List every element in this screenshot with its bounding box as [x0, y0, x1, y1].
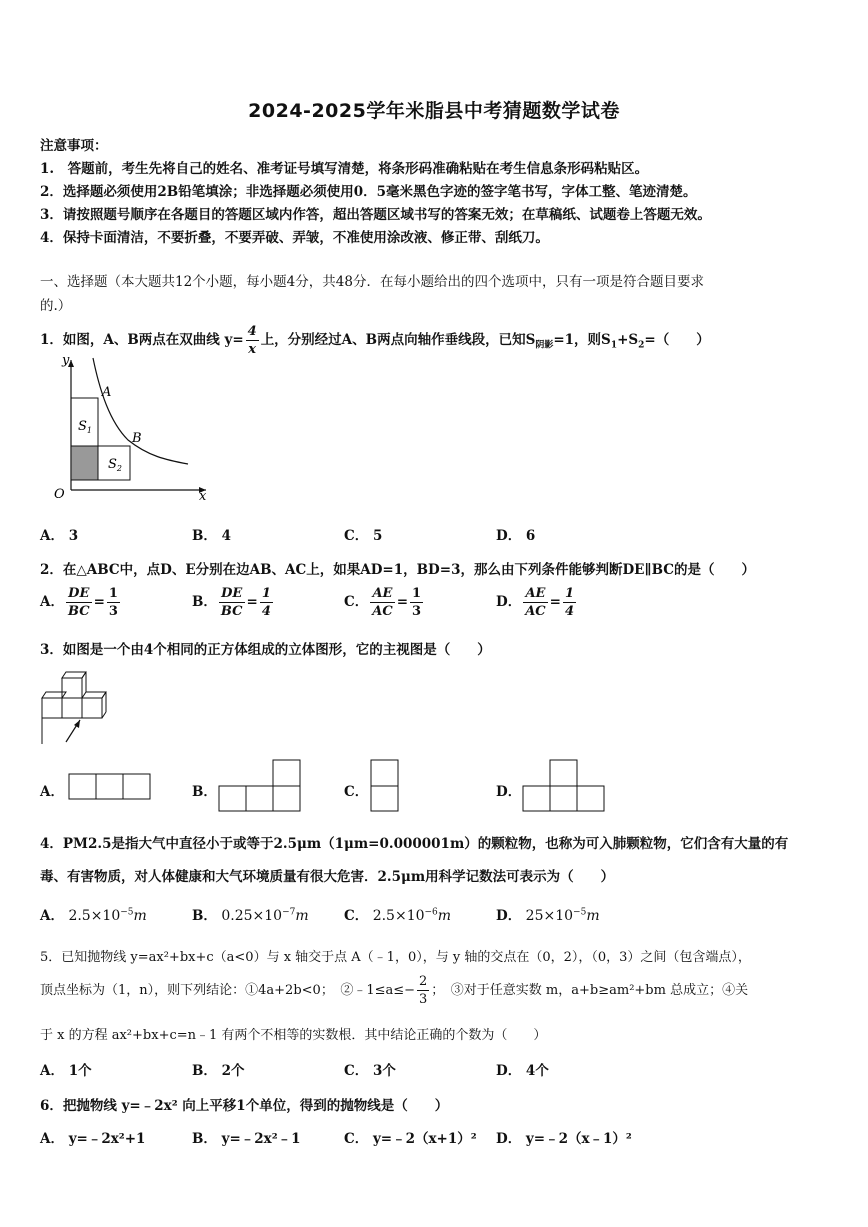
q6-option-d[interactable]: D． y=﹣2（x﹣1）²	[496, 1131, 632, 1147]
q2-option-a[interactable]: A． $\frac{DE}{BC}$ = $\frac{1}{3}$	[40, 586, 118, 619]
shaded-rect	[71, 446, 98, 480]
q3-option-a-label[interactable]: A．	[40, 784, 64, 800]
label-a: A	[102, 385, 112, 400]
q4-option-b[interactable]: B． $0.25\times 10^{-7}m$	[192, 907, 309, 924]
q3-option-c-figure[interactable]	[370, 759, 400, 813]
question-5-stem-cont2: 于 x 的方程 ax²+bx+c=n﹣1 有两个不相等的实数根．其中结论正确的个数为（ ）	[40, 1028, 547, 1043]
q3-option-c-label[interactable]: C．	[344, 784, 369, 800]
q4-option-a[interactable]: A． $2.5\times 10^{-5}m$	[40, 907, 147, 924]
q3-option-d-label[interactable]: D．	[496, 784, 522, 800]
q1-option-c[interactable]: C． 5	[344, 528, 383, 544]
notice-item: 1. 答题前，考生先将自己的姓名、准考证号填写清楚，将条形码准确粘贴在考生信息条形码粘贴区。	[40, 161, 649, 177]
label-y: y	[62, 353, 70, 368]
q6-option-b[interactable]: B． y=﹣2x²﹣1	[192, 1131, 301, 1147]
q5-option-c[interactable]: C． 3个	[344, 1063, 396, 1079]
label-s1: $S_1$	[78, 419, 92, 435]
question-5-stem: 5．已知抛物线 y=ax²+bx+c（a<0）与 x 轴交于点 A（﹣1，0），与 y 轴的交点在（0，2），（0，3）之间（包含端点），	[40, 950, 751, 965]
question-2-stem: 2．在△ABC中，点D、E分别在边AB、AC上，如果AD=1，BD=3，那么由下列条件能够判断DE∥BC的是（ ）	[40, 562, 756, 578]
question-3-figure	[38, 668, 118, 750]
q2-option-b[interactable]: B． $\frac{DE}{BC}$ = $\frac{1}{4}$	[192, 586, 271, 619]
notice-item: 4．保持卡面清洁，不要折叠，不要弄破、弄皱，不准使用涂改液、修正带、刮纸刀。	[40, 230, 549, 246]
q3-option-b-figure[interactable]	[218, 759, 304, 813]
notice-heading: 注意事项：	[40, 138, 108, 154]
section-heading: 一、选择题（本大题共12个小题，每小题4分，共48分．在每小题给出的四个选项中，只有一项是符合题目要求	[40, 274, 704, 290]
label-b: B	[132, 431, 142, 446]
q1-option-a[interactable]: A． 3	[40, 528, 79, 544]
question-4-stem-cont: 毒、有害物质，对人体健康和大气环境质量有很大危害．2.5μm用科学记数法可表示为（ ）	[40, 869, 615, 885]
q4-option-d[interactable]: D． $25\times 10^{-5}m$	[496, 907, 600, 924]
q4-option-c[interactable]: C． $2.5\times 10^{-6}m$	[344, 907, 452, 924]
q1-option-d[interactable]: D． 6	[496, 528, 536, 544]
question-1-stem: 1．如图，A、B两点在双曲线 y= $\frac{4}{x}$ 上，分别经过A、B两点向轴作垂线段，已知$S_{阴影}=1$，则$S_1+S_2=$（ ）	[40, 324, 710, 357]
question-1-figure	[38, 352, 218, 502]
q5-option-a[interactable]: A． 1个	[40, 1063, 92, 1079]
q2-option-d[interactable]: D． $\frac{AE}{AC}$ = $\frac{1}{4}$	[496, 586, 575, 619]
question-4-stem: 4．PM2.5是指大气中直径小于或等于2.5μm（1μm=0.000001m）的颗粒物，也称为可入肺颗粒物，它们含有大量的有	[40, 836, 789, 852]
notice-item: 2．选择题必须使用2B铅笔填涂；非选择题必须使用0．5毫米黑色字迹的签字笔书写，字体工整、笔迹清楚。	[40, 184, 697, 200]
q1-option-b[interactable]: B． 4	[192, 528, 232, 544]
q5-option-b[interactable]: B． 2个	[192, 1063, 245, 1079]
label-s2: $S_2$	[108, 457, 122, 473]
question-6-stem: 6．把抛物线 y=﹣2x² 向上平移1个单位，得到的抛物线是（ ）	[40, 1098, 449, 1114]
q3-option-d-figure[interactable]	[522, 759, 608, 813]
page-title: 2024-2025学年米脂县中考猜题数学试卷	[248, 100, 620, 122]
label-origin: O	[54, 487, 65, 502]
q6-option-a[interactable]: A． y=﹣2x²+1	[40, 1131, 146, 1147]
question-3-stem: 3．如图是一个由4个相同的正方体组成的立体图形，它的主视图是（ ）	[40, 642, 491, 658]
label-x: x	[199, 489, 207, 502]
q3-option-a-figure[interactable]	[68, 772, 152, 802]
q3-option-b-label[interactable]: B．	[192, 784, 217, 800]
question-5-stem-cont: 顶点坐标为（1，n），则下列结论：①4a+2b<0； ②﹣1≤a≤− $\frac{2}{3}$ ； ③对于任意实数 m，a+b≥am²+bm 总成立；④关	[40, 974, 749, 1007]
section-heading-cont: 的.）	[40, 298, 72, 314]
notice-item: 3．请按照题号顺序在各题目的答题区域内作答，超出答题区域书写的答案无效；在草稿纸、试题卷上答题无效。	[40, 207, 711, 223]
hyperbola-curve	[93, 358, 188, 464]
q2-option-c[interactable]: C． $\frac{AE}{AC}$ = $\frac{1}{3}$	[344, 586, 422, 619]
q6-option-c[interactable]: C． y=﹣2（x+1）²	[344, 1131, 477, 1147]
q5-option-d[interactable]: D． 4个	[496, 1063, 549, 1079]
